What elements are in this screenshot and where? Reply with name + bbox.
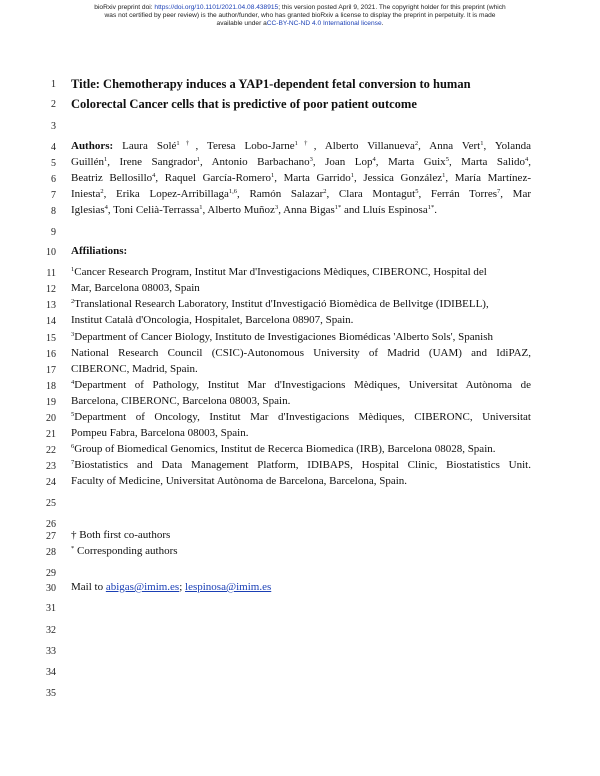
preprint-header	[30, 4, 570, 28]
line-number: 32	[46, 625, 56, 636]
author-text: and Lluís Espinosa	[341, 204, 428, 216]
line-number: 21	[46, 429, 56, 440]
license-link[interactable]: CC-BY-NC-ND 4.0 International license	[266, 20, 382, 27]
affil-mark: 2	[414, 140, 419, 147]
affiliation-text: Biostatistics and Data Management Platform, IDIBAPS, Hospital Clinic, Biostatistics Unit.	[74, 459, 531, 471]
affil-number: 1	[71, 266, 75, 273]
line-number: 3	[51, 121, 56, 132]
affil-mark: 1	[480, 140, 484, 147]
line-number: 31	[46, 603, 56, 614]
line-number: 15	[46, 333, 56, 344]
affil-mark: 1	[196, 156, 200, 163]
affiliation-text: Group of Biomedical Genomics, Institut de Recerca Biomedica (IRB), Barcelona 08028, Spain.	[74, 443, 496, 455]
affil-mark: 4	[104, 204, 108, 211]
first-coauthors-note: † Both first co-authors	[71, 529, 171, 541]
line-number: 29	[46, 568, 56, 579]
author-text: Beatriz Bellosillo	[71, 172, 153, 184]
email-link-espinosa[interactable]: lespinosa@imim.es	[185, 581, 272, 593]
affil-mark: 2	[323, 188, 327, 195]
header-text: .	[381, 20, 384, 27]
line-number: 24	[46, 477, 56, 488]
line-number: 22	[46, 445, 56, 456]
affiliation-line	[71, 379, 531, 391]
line-number: 1	[51, 79, 56, 90]
author-text: , Teresa Lobo-Jarne	[195, 140, 295, 152]
affiliation-line	[71, 411, 531, 423]
affil-mark: 4	[372, 156, 376, 163]
line-number: 14	[46, 316, 56, 327]
affiliation-line: National Research Council (CSIC)-Autonomous University of Madrid (UAM) and IdiPAZ,	[71, 347, 531, 359]
affil-mark: 1	[104, 156, 108, 163]
header-text: available under a	[216, 20, 267, 27]
affiliation-text: Department of Cancer Biology, Instituto de Investigaciones Biomédicas 'Alberto Sols', Spanish	[74, 331, 493, 343]
affiliation-text: Cancer Research Program, Institut Mar d'Investigacions Mèdiques, CIBERONC, Hospital del	[74, 266, 487, 278]
affil-mark: 3	[309, 156, 313, 163]
author-text: , Irene Sangrador	[107, 156, 197, 168]
author-text: , Joan Lop	[312, 156, 373, 168]
affil-mark: 1	[350, 172, 354, 179]
doi-link[interactable]: https://doi.org/10.1101/2021.04.08.438915	[154, 4, 279, 11]
author-text: , Jessica González	[354, 172, 443, 184]
line-number: 5	[51, 158, 56, 169]
line-number: 11	[46, 268, 56, 279]
author-text: , Raquel García-Romero	[155, 172, 272, 184]
affiliation-line	[71, 443, 531, 455]
line-number: 9	[51, 227, 56, 238]
author-text: , Toni Celià-Terrassa	[107, 204, 200, 216]
affil-mark: 4	[152, 172, 156, 179]
author-text: , María Martínez-	[445, 172, 531, 184]
line-number: 20	[46, 413, 56, 424]
author-text: , Ferrán Torres	[418, 188, 497, 200]
author-text: , Ramón Salazar	[237, 188, 324, 200]
affiliation-line	[71, 459, 531, 471]
affil-mark: 5	[415, 188, 419, 195]
line-number: 17	[46, 365, 56, 376]
affiliation-line: CIBERONC, Madrid, Spain.	[71, 363, 198, 375]
author-text: , Alberto Muñoz	[202, 204, 275, 216]
affil-number: 6	[71, 443, 75, 450]
affiliation-text: Department of Oncology, Institut Mar d'Investigacions Mèdiques, CIBERONC, Universitat	[74, 411, 531, 423]
author-text: Guillén	[71, 156, 104, 168]
line-number: 23	[46, 461, 56, 472]
line-number: 2	[51, 99, 56, 110]
corresponding-mark: *	[71, 545, 75, 552]
line-number: 33	[46, 646, 56, 657]
affiliation-line	[71, 298, 531, 310]
line-number: 27	[46, 531, 56, 542]
line-number: 18	[46, 381, 56, 392]
corresponding-note	[71, 545, 531, 557]
author-text: , Mar	[500, 188, 531, 200]
line-number: 34	[46, 667, 56, 678]
author-text: , Clara Montagut	[326, 188, 416, 200]
email-link-bigas[interactable]: abigas@imim.es	[105, 581, 180, 593]
authors-line	[71, 156, 531, 168]
affiliation-line: Institut Català d'Oncologia, Hospitalet, Barcelona 08907, Spain.	[71, 314, 354, 326]
author-text: Iglesias	[71, 204, 105, 216]
affiliations-label: Affiliations:	[71, 245, 128, 257]
affil-mark: 1*	[427, 204, 435, 211]
author-text: Iniesta	[71, 188, 101, 200]
affiliation-text: Translational Research Laboratory, Institut d'Investigació Biomèdica de Bellvitge (IDIBELL),	[74, 298, 489, 310]
line-number: 35	[46, 688, 56, 699]
line-number: 30	[46, 583, 56, 594]
author-text: , Yolanda	[483, 140, 532, 152]
affil-mark: 1†	[176, 140, 196, 147]
authors-label: Authors:	[71, 140, 114, 152]
affiliation-line: Faculty of Medicine, Universitat Autònoma de Barcelona, Barcelona, Spain.	[71, 475, 408, 487]
author-text: Laura Solé	[113, 140, 177, 152]
affil-number: 3	[71, 331, 75, 338]
line-number: 7	[51, 190, 56, 201]
line-number: 13	[46, 300, 56, 311]
contact-line	[71, 581, 531, 593]
header-text: was not certified by peer review) is the author/funder, who has granted bioRxiv a license to display the preprint in perpetuity. It is made	[104, 12, 496, 19]
affil-mark: 1	[271, 172, 275, 179]
affil-number: 2	[71, 298, 75, 305]
author-text: , Marta Guix	[375, 156, 446, 168]
line-number: 6	[51, 174, 56, 185]
line-number: 12	[46, 284, 56, 295]
affil-mark: 1,6	[228, 188, 238, 195]
author-text: , Antonio Barbachano	[199, 156, 310, 168]
affil-mark: 2	[100, 188, 104, 195]
affil-mark: 1*	[334, 204, 342, 211]
line-number: 25	[46, 498, 56, 509]
affiliation-line: Pompeu Fabra, Barcelona 08003, Spain.	[71, 427, 249, 439]
affil-mark: 1†	[294, 140, 314, 147]
authors-line	[71, 140, 531, 152]
corresponding-text: Corresponding authors	[74, 545, 178, 557]
line-number: 4	[51, 142, 56, 153]
affiliation-line: Barcelona, CIBERONC, Barcelona 08003, Spain.	[71, 395, 291, 407]
author-text: , Marta Garrido	[274, 172, 351, 184]
affil-mark: 7	[497, 188, 501, 195]
authors-line	[71, 172, 531, 184]
paper-title-line: Title: Chemotherapy induces a YAP1-dependent fetal conversion to human	[71, 77, 471, 91]
paper-title-line: Colorectal Cancer cells that is predictive of poor patient outcome	[71, 97, 417, 111]
authors-line	[71, 188, 531, 200]
affil-number: 5	[71, 411, 75, 418]
author-text: , Marta Salido	[448, 156, 525, 168]
header-text: bioRxiv preprint doi:	[94, 4, 155, 11]
affil-mark: 1	[199, 204, 203, 211]
line-number: 28	[46, 547, 56, 558]
author-text: , Anna Bigas	[278, 204, 335, 216]
author-text: , Erika Lopez-Arribillaga	[103, 188, 229, 200]
contact-label: Mail to	[71, 581, 106, 593]
affiliation-line	[71, 266, 531, 278]
affiliation-line: Mar, Barcelona 08003, Spain	[71, 282, 200, 294]
author-text: ,	[528, 156, 531, 168]
affil-mark: 4	[525, 156, 529, 163]
affil-mark: 3	[274, 204, 279, 211]
affil-number: 4	[71, 379, 75, 386]
header-text: ; this version posted April 9, 2021. The copyright holder for this preprint (which	[278, 4, 506, 11]
affiliation-text: Department of Pathology, Institut Mar d'Investigacions Mèdiques, Universitat Autònoma de	[74, 379, 531, 391]
email-separator: ;	[179, 581, 186, 593]
affil-mark: 5	[445, 156, 449, 163]
line-number: 16	[46, 349, 56, 360]
author-text: , Alberto Villanueva	[313, 140, 415, 152]
authors-line	[71, 204, 531, 216]
line-number: 19	[46, 397, 56, 408]
line-number: 8	[51, 206, 56, 217]
author-text: .	[434, 204, 437, 216]
affil-number: 7	[71, 459, 75, 466]
line-number: 26	[46, 519, 56, 530]
affil-mark: 1	[442, 172, 446, 179]
author-text: , Anna Vert	[418, 140, 481, 152]
line-number: 10	[46, 247, 56, 258]
affiliation-line	[71, 331, 531, 343]
